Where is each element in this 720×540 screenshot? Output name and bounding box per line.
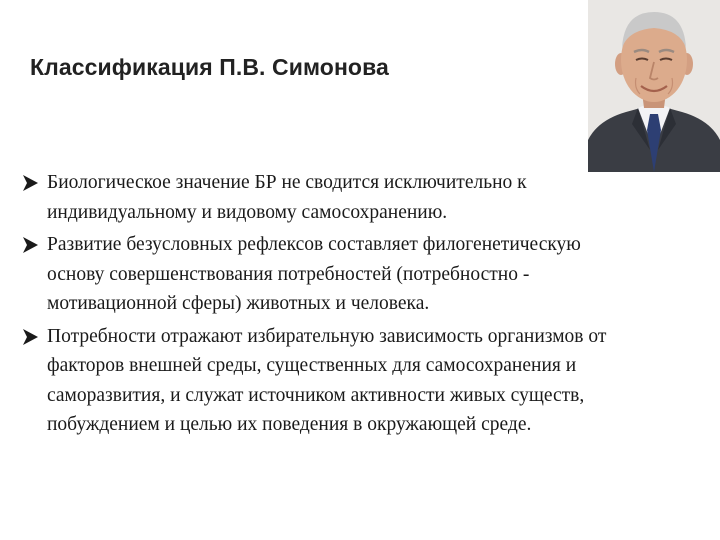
arrow-bullet-icon bbox=[22, 174, 40, 192]
bullet-text: Развитие безусловных рефлексов составляет филогенетическую основу совершенствования потребностей (потребностно - мотивационной сферы) животных и человека. bbox=[47, 234, 581, 314]
bullet-item bbox=[22, 322, 642, 440]
portrait-photo bbox=[588, 0, 720, 172]
arrow-bullet-icon bbox=[22, 328, 40, 346]
bullet-item bbox=[22, 168, 642, 227]
bullet-text: Биологическое значение БР не сводится исключительно к индивидуальному и видовому самосохранению. bbox=[47, 172, 527, 223]
portrait-illustration bbox=[588, 0, 720, 172]
slide-title: Классификация П.В. Симонова bbox=[30, 54, 389, 80]
bullet-list bbox=[22, 168, 642, 443]
arrow-bullet-icon bbox=[22, 236, 40, 254]
bullet-text: Потребности отражают избирательную зависимость организмов от факторов внешней среды, существенных для самосохранения и саморазвития, и служат источником активности живых существ, побуждением и целью их поведения в окружающей среде. bbox=[47, 325, 607, 435]
bullet-item bbox=[22, 230, 642, 319]
